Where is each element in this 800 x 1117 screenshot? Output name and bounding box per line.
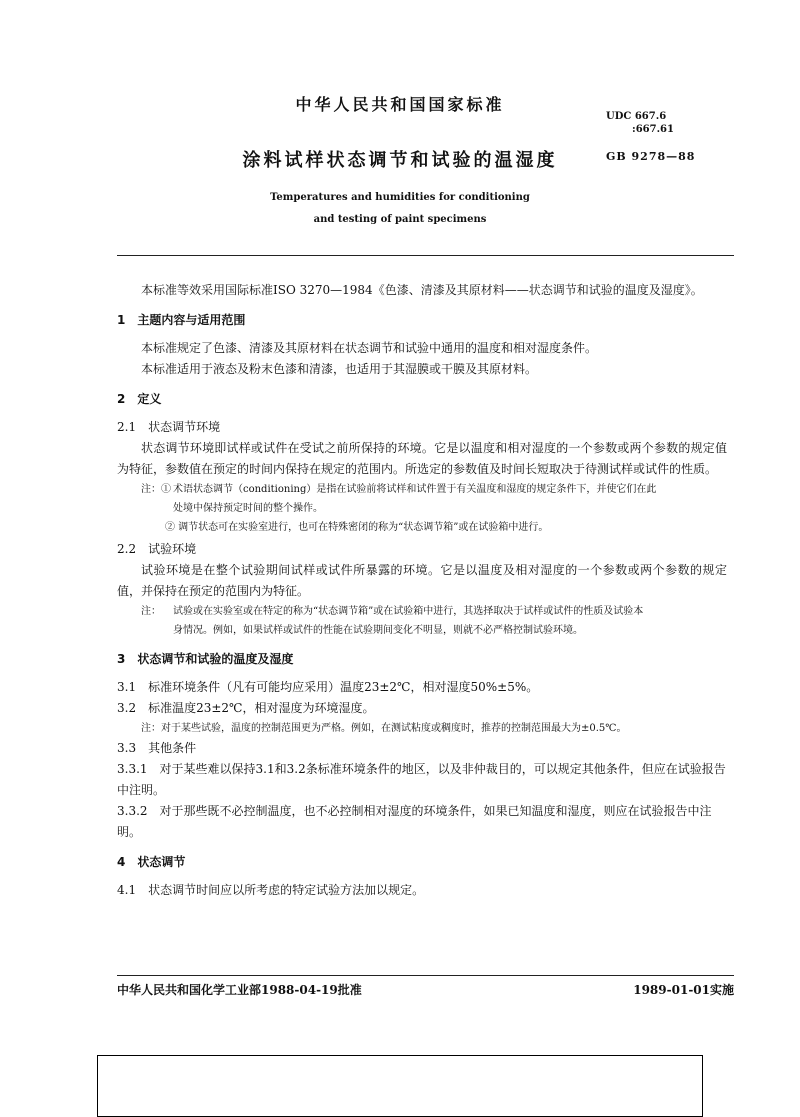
note-text: 试验或在实验室或在特定的称为“状态调节箱”或在试验箱中进行，其选择取决于试样或试件的性质及试验本 [173,606,644,617]
section-3-heading: 3 状态调节和试验的温度及湿度 [117,652,294,666]
udc-line-2: :667.61 [632,124,674,135]
standard-title: 中华人民共和国国家标准 [295,95,505,114]
section-2-2-note [117,602,727,621]
english-title-line-1: Temperatures and humidities for conditioning [270,192,530,203]
section-3-3-heading: 3.3 其他条件 [117,741,197,755]
udc-code [606,110,674,136]
gb-code: GB 9278—88 [606,150,696,163]
footer-divider [117,975,734,976]
section-2-1-note-1 [117,480,727,499]
section-2-1-paragraph: 状态调节环境即试样或试件在受试之前所保持的环境。它是以温度和相对湿度的一个参数或两个参数的规定值为特征，参数值在预定的时间内保持在规定的范围内。所选定的参数值及时间长短取决于待测试样或试件的性质。 [117,441,727,476]
section-3-3-2: 3.3.2 对于那些既不必控制温度，也不必控制相对湿度的环境条件，如果已知温度和湿度，则应在试验报告中注明。 [117,804,712,839]
english-title [0,187,800,231]
footer [117,981,734,998]
document-body [117,280,727,901]
section-2-1-note-2: ② 调节状态可在实验室进行，也可在特殊密闭的称为“状态调节箱”或在试验箱中进行。 [165,522,549,533]
section-2-2-note-continued: 身情况。例如，如果试样或试件的性能在试验期间变化不明显，则就不必严格控制试验环境。 [173,625,583,636]
section-4-heading: 4 状态调节 [117,855,186,869]
section-3-1: 3.1 标准环境条件（凡有可能均应采用）温度23±2℃，相对湿度50%±5%。 [117,680,539,694]
section-3-3-1: 3.3.1 对于某些难以保持3.1和3.2条标准环境条件的地区，以及非仲裁目的，可以规定其他条件，但应在试验报告中注明。 [117,762,726,797]
section-2-2-heading: 2.2 试验环境 [117,542,197,556]
approval-line: 中华人民共和国化学工业部1988-04-19批准 [117,983,362,997]
note-label: 注：① [141,484,171,495]
document-title: 涂料试样状态调节和试验的温湿度 [242,150,558,171]
header-divider [117,255,734,256]
section-4-1: 4.1 状态调节时间应以所考虑的特定试验方法加以规定。 [117,883,425,897]
section-2-2-paragraph: 试验环境是在整个试验期间试样或试件所暴露的环境。它是以温度及相对湿度的一个参数或两个参数的规定值，并保持在预定的范围内为特征。 [117,563,727,598]
intro-paragraph: 本标准等效采用国际标准ISO 3270—1984《色漆、清漆及其原材料——状态调节和试验的温度及湿度》。 [141,283,703,297]
section-1-heading: 1 主题内容与适用范围 [117,313,246,327]
section-3-2: 3.2 标准温度23±2℃，相对湿度为环境湿度。 [117,701,375,715]
section-2-1-note-1-continued: 处境中保持预定时间的整个操作。 [173,503,323,514]
section-2-1-heading: 2.1 状态调节环境 [117,420,221,434]
note-label: 注： [141,606,161,617]
note-text: 术语状态调节（conditioning）是指在试验前将试样和试件置于有关温度和湿度的规定条件下，并使它们在此 [173,484,657,495]
effective-date: 1989-01-01实施 [633,983,734,997]
english-title-line-2: and testing of paint specimens [313,214,487,225]
section-2-heading: 2 定义 [117,392,162,406]
page-frame [97,1055,703,1117]
section-3-2-note: 注：对于某些试验，温度的控制范围更为严格。例如，在测试粘度或稠度时，推荐的控制范围最大为±0.5℃。 [141,723,627,734]
section-1-paragraph-2: 本标准适用于液态及粉末色漆和清漆，也适用于其湿膜或干膜及其原材料。 [141,362,538,376]
section-1-paragraph-1: 本标准规定了色漆、清漆及其原材料在状态调节和试验中通用的温度和相对湿度条件。 [141,341,598,355]
udc-line-1: UDC 667.6 [606,111,667,122]
